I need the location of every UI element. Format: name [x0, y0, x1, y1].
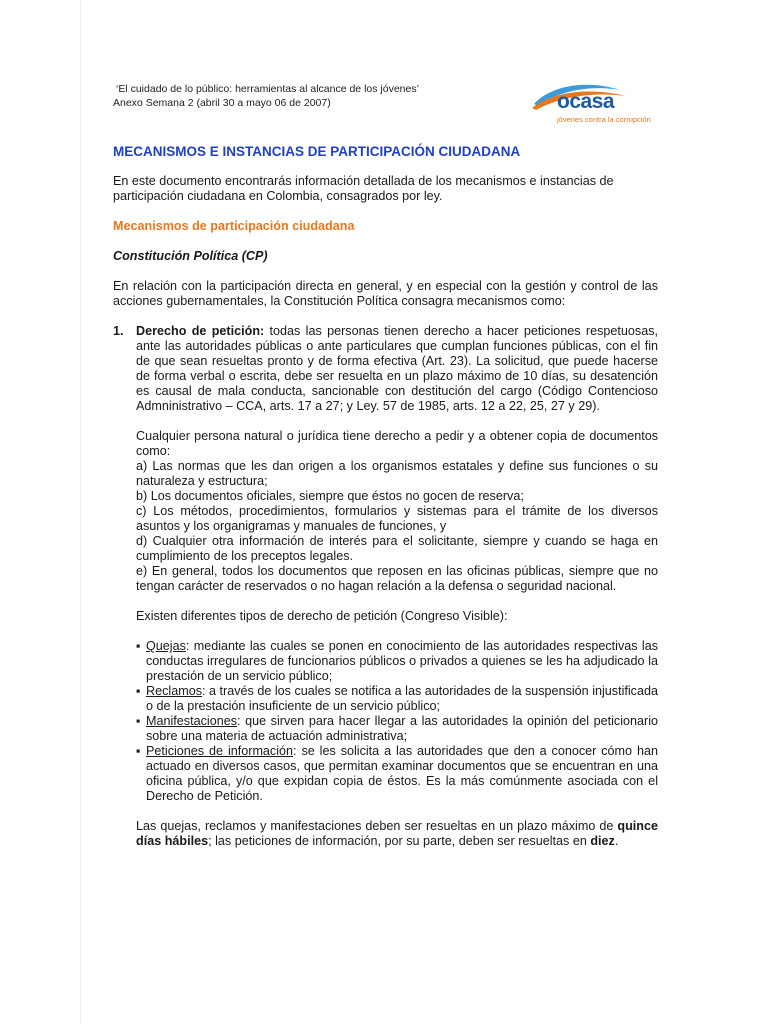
header-title: ‘El cuidado de lo público: herramientas al alcance de los jóvenes’ — [116, 83, 419, 95]
closing-emphasis: quince días hábiles — [136, 819, 658, 848]
copy-list-item: b) Los documentos oficiales, siempre que éstos no gocen de reserva; — [136, 489, 524, 503]
document-title: MECANISMOS E INSTANCIAS DE PARTICIPACIÓN CIUDADANA — [113, 144, 521, 159]
list-item-quejas — [136, 639, 658, 684]
copy-list-item: c) Los métodos, procedimientos, formularios y sistemas para el trámite de los diversos asuntos y los organigramas y manuales de funciones, y — [136, 504, 658, 533]
copy-list-item: a) Las normas que les dan origen a los organismos estatales y define sus funciones o su naturaleza y estructura; — [136, 459, 658, 488]
item-number: 1. — [113, 324, 124, 338]
copy-list-item: d) Cualquier otra información de interés para el solicitante, siempre y cuando se haga en cumplimiento de los preceptos legales. — [136, 534, 658, 563]
closing-paragraph — [136, 819, 658, 849]
bullet-icon: ▪ — [136, 684, 141, 698]
header-subtitle: Anexo Semana 2 (abril 30 a mayo 06 de 2007) — [113, 97, 331, 109]
petition-types-list — [136, 639, 658, 804]
type-text: : a través de los cuales se notifica a las autoridades de la suspensión injustificada o de la prestación insuficiente de un servicio público; — [146, 684, 658, 713]
bullet-icon: ▪ — [136, 714, 141, 728]
item-text: todas las personas tienen derecho a hacer peticiones respetuosas, ante las autoridades públicas o ante particulares que cumplan funciones públicas, con el fin de que sean resueltas pronto y de forma efectiva (Art. 23). La solicitud, que puede hacerse de forma verbal o escrita, debe ser resuelta en un plazo máximo de 10 días, su desatención es causal de mala conducta, sancionable con destitución del cargo (Código Contencioso Admninistrativo – CCA, arts. 17 a 27; y Ley. 57 de 1985, arts. 12 a 22, 25, 27 y 29). — [136, 324, 658, 413]
type-term: Manifestaciones — [146, 714, 238, 728]
types-intro-paragraph: Existen diferentes tipos de derecho de petición (Congreso Visible): — [136, 609, 508, 623]
closing-text: Las quejas, reclamos y manifestaciones deben ser resueltas en un plazo máximo de — [136, 819, 618, 833]
document-header — [113, 82, 419, 110]
logo-tagline: jóvenes contra la corrupción — [557, 115, 651, 124]
cp-intro-paragraph: En relación con la participación directa en general, y en especial con la gestión y control de las acciones gubernamentales, la Constitución Política consagra mecanismos como: — [113, 279, 658, 308]
closing-text: . — [614, 834, 619, 848]
subsection-heading: Constitución Política (CP) — [113, 249, 268, 263]
type-text: : mediante las cuales se ponen en conocimiento de las autoridades respectivas las conductas irregulares de funcionarios públicos o privados a quienes se les ha adjudicado la prestación de un servicio público; — [146, 639, 658, 683]
list-item-reclamos — [136, 684, 658, 714]
closing-emphasis: diez — [590, 834, 615, 848]
page-edge-line — [80, 0, 81, 1024]
copy-list — [136, 459, 658, 594]
bullet-icon: ▪ — [136, 744, 141, 758]
document-body — [113, 144, 658, 864]
closing-text: ; las peticiones de información, por su parte, deben ser resueltas en — [208, 834, 591, 848]
copy-intro-paragraph: Cualquier persona natural o jurídica tiene derecho a pedir y a obtener copia de documentos como: — [136, 429, 658, 458]
intro-paragraph: En este documento encontrarás información detallada de los mecanismos e instancias de participación ciudadana en Colombia, consagrados por ley. — [113, 174, 614, 203]
type-text: : se les solicita a las autoridades que den a conocer cómo han actuado en diversos casos, que permitan examinar documentos que se encuentran en una oficina pública, y/o que expidan copia de éstos. Es la más comúnmente asociada con el Derecho de Petición. — [146, 744, 658, 803]
type-term: Quejas — [146, 639, 186, 653]
copy-list-item: e) En general, todos los documentos que reposen en las oficinas públicas, siempre que no tengan carácter de reservados o no hagan relación a la defensa o seguridad nacional. — [136, 564, 658, 593]
logo-wordmark: ocasa — [557, 90, 615, 113]
ocasa-logo — [530, 82, 651, 128]
list-item-manifestaciones — [136, 714, 658, 744]
type-term: Reclamos — [146, 684, 202, 698]
item-term: Derecho de petición: — [136, 324, 265, 338]
type-term: Peticiones de información — [146, 744, 294, 758]
type-text: : que sirven para hacer llegar a las autoridades la opinión del peticionario sobre una materia de actuación administrativa; — [146, 714, 658, 743]
list-item-derecho-de-peticion — [113, 324, 658, 849]
list-item-peticiones — [136, 744, 658, 804]
item-paragraph — [136, 324, 658, 414]
section-heading: Mecanismos de participación ciudadana — [113, 219, 355, 233]
bullet-icon: ▪ — [136, 639, 141, 653]
